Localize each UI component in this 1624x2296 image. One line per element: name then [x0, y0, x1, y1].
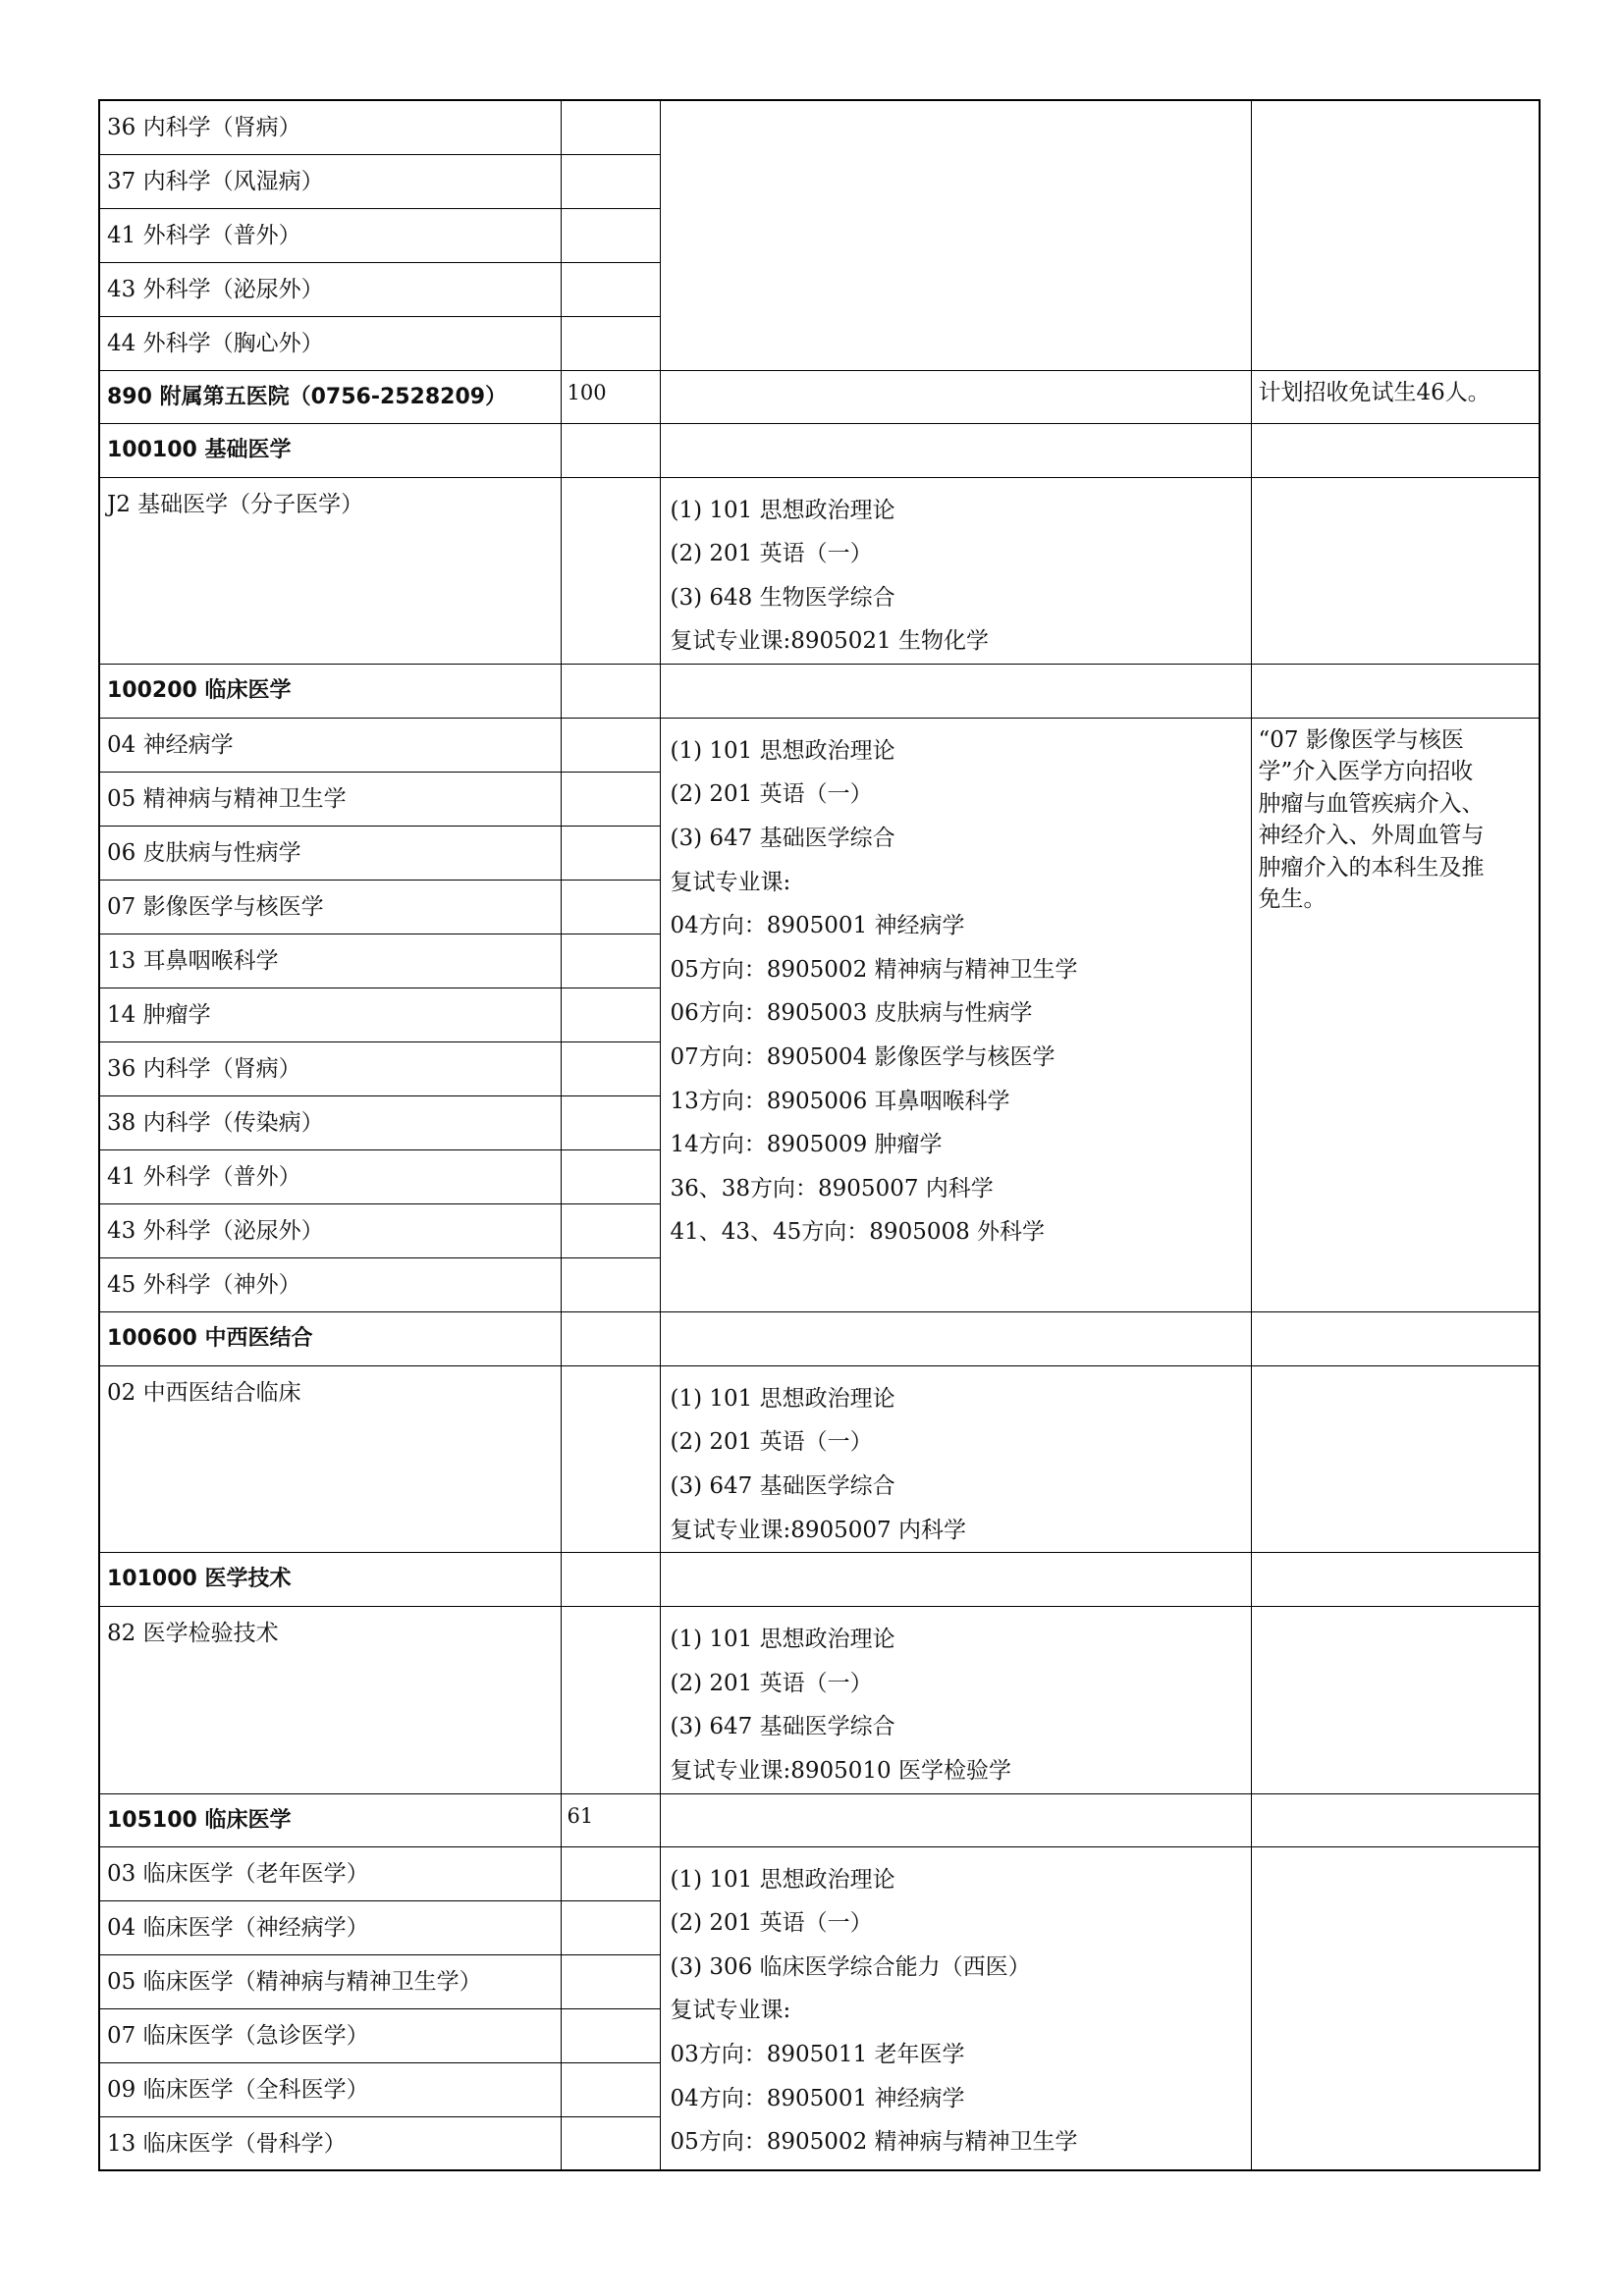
text-line: (1) 101 思想政治理论	[670, 497, 895, 523]
direction-cell: 09 临床医学（全科医学）	[99, 2062, 561, 2116]
text-line: 免生。	[1258, 886, 1326, 913]
department-note: 计划招收免试生46人。	[1251, 370, 1540, 423]
major-title: 100100 基础医学	[99, 423, 561, 477]
direction-cell: 07 影像医学与核医学	[99, 880, 561, 934]
direction-cell: 43 外科学（泌尿外）	[99, 1203, 561, 1257]
direction-cell: 04 临床医学（神经病学）	[99, 1900, 561, 1954]
text-line: 04方向：8905001 神经病学	[670, 2085, 965, 2111]
text-line: 肿瘤与血管疾病介入、	[1258, 790, 1485, 817]
text-line: (3) 648 生物医学综合	[670, 584, 895, 611]
direction-cell: 41 外科学（普外）	[99, 1149, 561, 1203]
text-line: (3) 647 基础医学综合	[670, 1714, 895, 1740]
text-line: 05方向：8905002 精神病与精神卫生学	[670, 956, 1078, 983]
exam-subjects	[660, 718, 1251, 1311]
text-line: 03方向：8905011 老年医学	[670, 2042, 965, 2067]
direction-cell: 02 中西医结合临床	[99, 1365, 561, 1552]
text-line: (2) 201 英语（一）	[670, 781, 873, 808]
text-line: (2) 201 英语（一）	[670, 1910, 873, 1937]
text-line: 06方向：8905003 皮肤病与性病学	[670, 1000, 1033, 1027]
text-line: (1) 101 思想政治理论	[670, 1627, 895, 1653]
direction-cell: 13 临床医学（骨科学）	[99, 2116, 561, 2170]
major-title: 100600 中西医结合	[99, 1311, 561, 1365]
direction-cell: 43 外科学（泌尿外）	[99, 262, 561, 316]
major-note	[1251, 718, 1540, 1311]
text-line: (2) 201 英语（一）	[670, 541, 873, 567]
text-line: (3) 306 临床医学综合能力（西医）	[670, 1953, 1031, 1980]
direction-cell: 06 皮肤病与性病学	[99, 826, 561, 880]
direction-cell: 45 外科学（神外）	[99, 1257, 561, 1311]
direction-cell: 44 外科学（胸心外）	[99, 316, 561, 370]
text-line: 复试专业课:	[670, 869, 791, 895]
text-line: 05方向：8905002 精神病与精神卫生学	[670, 2129, 1078, 2156]
exam-subjects	[660, 1846, 1251, 2170]
department-title: 890 附属第五医院（0756-2528209）	[99, 370, 561, 423]
text-line: 复试专业课:8905010 医学检验学	[670, 1758, 1011, 1785]
direction-cell: 36 内科学（肾病）	[99, 1041, 561, 1095]
text-line: (2) 201 英语（一）	[670, 1429, 873, 1456]
major-title: 101000 医学技术	[99, 1553, 561, 1607]
text-line: (3) 647 基础医学综合	[670, 826, 895, 852]
text-line: “07 影像医学与核医	[1258, 726, 1464, 753]
text-line: 14方向：8905009 肿瘤学	[670, 1132, 943, 1158]
direction-cell: 07 临床医学（急诊医学）	[99, 2008, 561, 2062]
enrollment-table	[98, 99, 1541, 2171]
direction-cell: 82 医学检验技术	[99, 1607, 561, 1793]
direction-cell: 03 临床医学（老年医学）	[99, 1846, 561, 1900]
exam-subjects	[660, 1607, 1251, 1793]
text-line: 36、38方向：8905007 内科学	[670, 1175, 994, 1201]
text-line: 41、43、45方向：8905008 外科学	[670, 1219, 1046, 1246]
department-quota: 100	[561, 370, 660, 423]
text-line: (2) 201 英语（一）	[670, 1670, 873, 1696]
direction-cell: 13 耳鼻咽喉科学	[99, 934, 561, 988]
text-line: 07方向：8905004 影像医学与核医学	[670, 1044, 1056, 1071]
text-line: (1) 101 思想政治理论	[670, 1866, 895, 1893]
text-line: (3) 647 基础医学综合	[670, 1473, 895, 1500]
text-line: 神经介入、外周血管与	[1258, 823, 1485, 849]
direction-cell: 41 外科学（普外）	[99, 208, 561, 262]
text-line: 复试专业课:8905021 生物化学	[670, 628, 989, 655]
direction-cell: 04 神经病学	[99, 718, 561, 772]
text-line: (1) 101 思想政治理论	[670, 1385, 895, 1412]
text-line: 04方向：8905001 神经病学	[670, 913, 965, 939]
exam-subjects	[660, 477, 1251, 664]
major-title: 105100 临床医学	[99, 1793, 561, 1846]
major-title: 100200 临床医学	[99, 664, 561, 718]
direction-cell: 05 精神病与精神卫生学	[99, 772, 561, 826]
text-line: 复试专业课:8905007 内科学	[670, 1517, 966, 1543]
text-line: 复试专业课:	[670, 1998, 791, 2024]
direction-cell: 36 内科学（肾病）	[99, 100, 561, 154]
exam-subjects	[660, 1365, 1251, 1552]
text-line: 13方向：8905006 耳鼻咽喉科学	[670, 1088, 1010, 1114]
direction-cell: 37 内科学（风湿病）	[99, 154, 561, 208]
text-line: 肿瘤介入的本科生及推	[1258, 854, 1485, 881]
text-line: (1) 101 思想政治理论	[670, 737, 895, 764]
direction-cell: J2 基础医学（分子医学）	[99, 477, 561, 664]
text-line: 学”介入医学方向招收	[1258, 759, 1474, 785]
direction-cell: 05 临床医学（精神病与精神卫生学）	[99, 1954, 561, 2008]
major-quota: 61	[561, 1793, 660, 1846]
direction-cell: 14 肿瘤学	[99, 988, 561, 1041]
direction-cell: 38 内科学（传染病）	[99, 1095, 561, 1149]
